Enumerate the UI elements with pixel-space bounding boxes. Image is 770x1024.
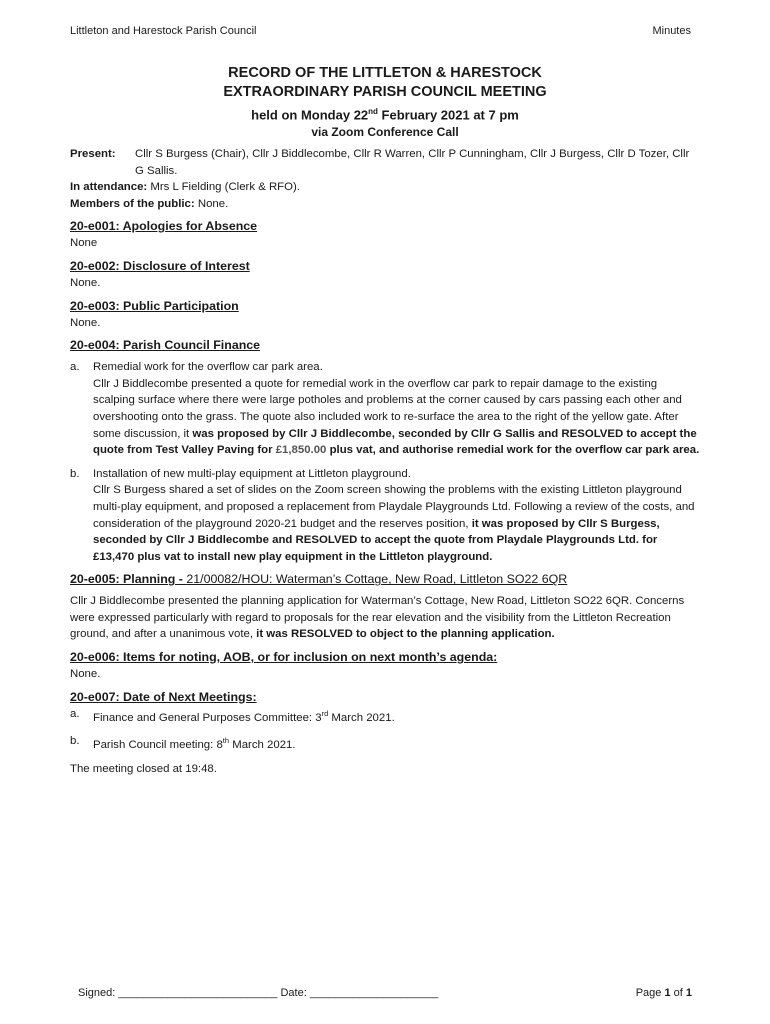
list-marker: b. bbox=[70, 467, 80, 480]
page-of: of bbox=[670, 987, 686, 999]
item-amount: £1,850.00 bbox=[275, 444, 327, 457]
section-text: None. bbox=[70, 276, 101, 289]
section-heading: 20-e003: Public Participation bbox=[70, 298, 239, 313]
item-text-plain: Cllr J Biddlecombe presented a quote for remedial work in the overflow car park to repair damage to the existing scalping surface where there were large potholes and problems at the corner caused by cars passing each other and overshooting onto the grass. The quote also included work to re-surface the area to the right of the yellow gate. After some discussion, it bbox=[93, 377, 682, 440]
header-council-name: Littleton and Harestock Parish Council bbox=[70, 25, 257, 37]
item-resolution: it was proposed by Cllr S Burgess, seconded by Cllr J Biddlecombe and RESOLVED to accept the quote from Playdale Playgrounds Ltd. for £13,470 plus vat to install new play equipment in the Littleton playground. bbox=[93, 517, 660, 563]
page-total: 1 bbox=[685, 987, 692, 999]
section-heading: 20-e002: Disclosure of Interest bbox=[70, 258, 250, 273]
in-attendance-text: Mrs L Fielding (Clerk & RFO). bbox=[147, 181, 300, 194]
title-date-post: February 2021 at 7 pm bbox=[377, 107, 519, 123]
title-date-line bbox=[0, 103, 770, 124]
finance-item-b bbox=[70, 466, 700, 566]
section-heading: 20-e004: Parish Council Finance bbox=[70, 338, 261, 353]
title-line-1: RECORD OF THE LITTLETON & HARESTOCK bbox=[228, 65, 542, 81]
page-current: 1 bbox=[664, 987, 671, 999]
page-label: Page bbox=[635, 987, 665, 999]
minutes-body bbox=[70, 146, 700, 778]
section-heading: 20-e007: Date of Next Meetings: bbox=[70, 689, 257, 704]
list-marker: b. bbox=[70, 735, 80, 748]
list-marker: a. bbox=[70, 361, 80, 374]
members-public-text: None. bbox=[194, 197, 229, 210]
meeting-item-b-text bbox=[93, 733, 700, 753]
item-text bbox=[93, 482, 700, 565]
in-attendance-row bbox=[70, 179, 700, 196]
title-date-sup: nd bbox=[368, 107, 378, 116]
members-public-row bbox=[70, 196, 700, 213]
item-text bbox=[93, 376, 700, 459]
present-label: Present: bbox=[70, 148, 116, 160]
item-title: Installation of new multi-play equipment at Littleton playground. bbox=[93, 467, 411, 480]
meeting-closed-text: The meeting closed at 19:48. bbox=[70, 763, 217, 776]
meeting-b-pre: Parish Council meeting: 8 bbox=[93, 738, 223, 751]
meeting-a-pre: Finance and General Purposes Committee: 3 bbox=[93, 711, 322, 724]
section-planning bbox=[70, 571, 700, 643]
section-disclosure bbox=[70, 258, 700, 292]
item-resolution-end: plus vat, and authorise remedial work for the overflow car park area. bbox=[326, 444, 700, 457]
planning-heading-label: 20-e005: Planning - bbox=[70, 572, 187, 587]
title-date-pre: held on Monday 22 bbox=[251, 107, 369, 123]
header-doc-type: Minutes bbox=[652, 25, 691, 37]
list-marker: a. bbox=[70, 707, 80, 720]
planning-text: Cllr J Biddlecombe presented the planning application for Waterman’s Cottage, New Road, Littleton SO22 6QR. Concerns were expressed particularly with regard to proposals for the rear elevation and the visibility from the Littleton Recreation ground, and after a unanimous vote, bbox=[70, 595, 685, 641]
section-items-for-noting bbox=[70, 649, 700, 683]
section-next-meetings bbox=[70, 689, 700, 754]
section-heading: 20-e001: Apologies for Absence bbox=[70, 219, 258, 234]
section-text: None. bbox=[70, 316, 101, 329]
item-text-plain: Cllr S Burgess shared a set of slides on the Zoom screen showing the problems with the existing Littleton playground multi-play equipment, and proposed a replacement from Playdale Playgrounds Ltd. Following a review of the costs, and consideration of the playground 2020-21 budget and the reserves position, bbox=[93, 484, 695, 530]
finance-item-a bbox=[70, 359, 700, 459]
title-venue: via Zoom Conference Call bbox=[311, 125, 459, 140]
finance-item-a-body bbox=[93, 359, 700, 459]
section-heading bbox=[70, 571, 700, 588]
section-heading: 20-e006: Items for noting, AOB, or for inclusion on next month’s agenda: bbox=[70, 650, 498, 665]
section-apologies bbox=[70, 218, 700, 252]
meeting-b-post: March 2021. bbox=[229, 738, 296, 751]
meeting-item-b bbox=[70, 733, 700, 753]
document-title bbox=[0, 64, 770, 141]
present-row bbox=[70, 146, 700, 179]
section-text: None bbox=[70, 237, 98, 250]
section-public-participation bbox=[70, 298, 700, 332]
meeting-item-a bbox=[70, 706, 700, 726]
meeting-a-post: March 2021. bbox=[328, 711, 395, 724]
title-line-2: EXTRAORDINARY PARISH COUNCIL MEETING bbox=[223, 84, 547, 100]
meeting-b-sup: th bbox=[222, 736, 230, 746]
section-finance bbox=[70, 337, 700, 565]
planning-resolution: it was RESOLVED to object to the planning application. bbox=[256, 628, 555, 641]
meeting-a-sup: rd bbox=[321, 708, 329, 718]
finance-item-b-body bbox=[93, 466, 700, 566]
present-list: Cllr S Burgess (Chair), Cllr J Biddlecombe, Cllr R Warren, Cllr P Cunningham, Cllr J Burgess, Cllr D Tozer, Cllr G Sallis. bbox=[135, 148, 690, 177]
planning-reference: 21/00082/HOU: Waterman’s Cottage, New Road, Littleton SO22 6QR bbox=[186, 572, 568, 587]
in-attendance-label: In attendance: bbox=[70, 181, 148, 194]
item-title: Remedial work for the overflow car park area. bbox=[93, 361, 323, 374]
section-text: None. bbox=[70, 668, 101, 681]
meeting-item-a-text bbox=[93, 706, 700, 726]
page-number bbox=[636, 987, 692, 999]
signature-line: Signed: __________________________ Date: _____________________ bbox=[78, 987, 439, 999]
item-resolution: was proposed by Cllr J Biddlecombe, seconded by Cllr G Sallis and RESOLVED to accept the quote from Test Valley Paving for bbox=[93, 427, 697, 457]
section-text bbox=[70, 593, 700, 643]
members-public-label: Members of the public: bbox=[70, 197, 195, 210]
